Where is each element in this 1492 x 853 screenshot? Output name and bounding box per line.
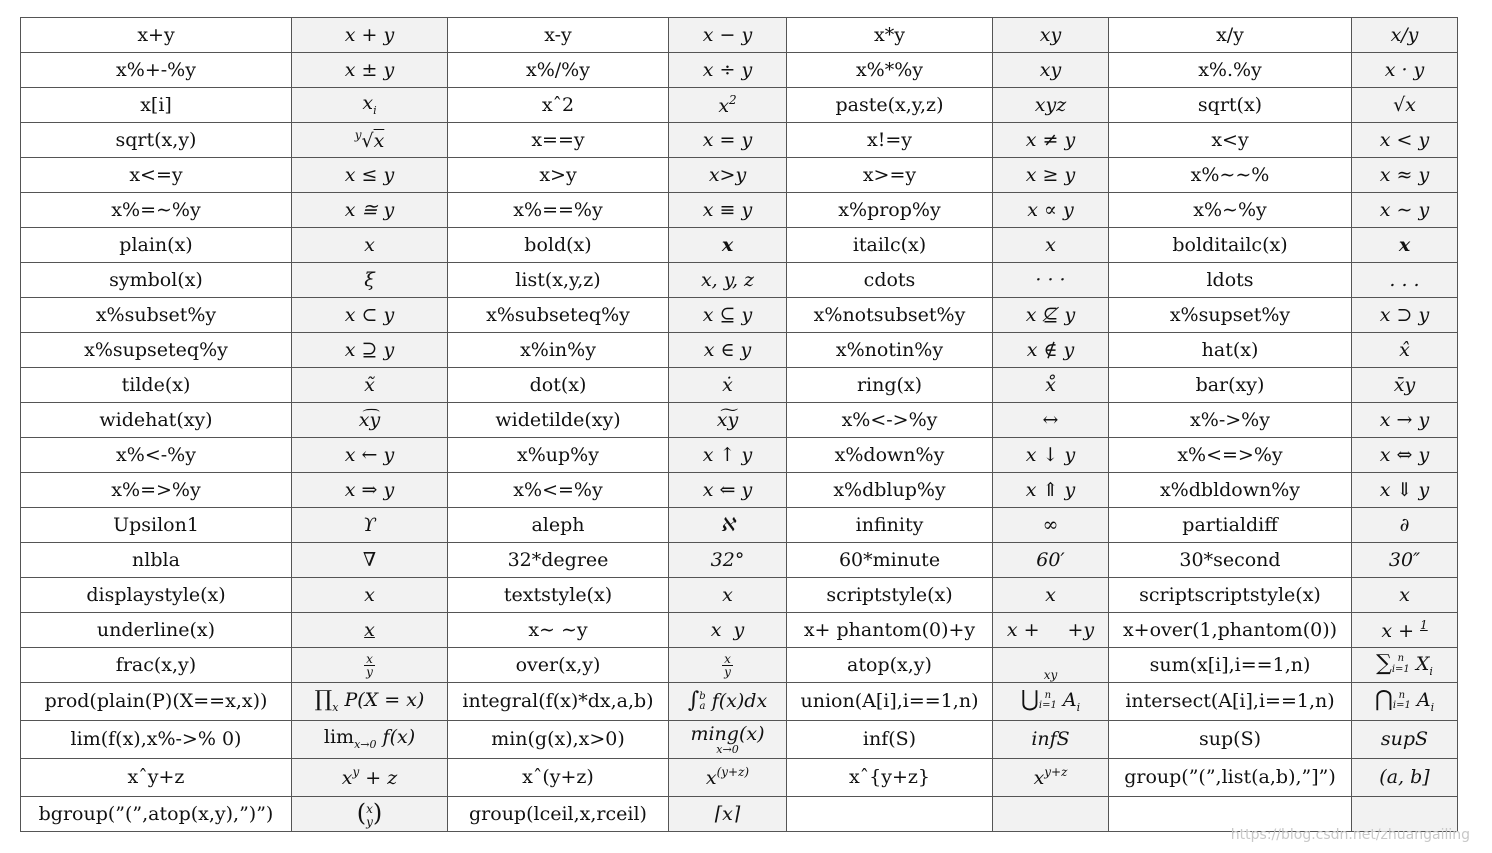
table-row [21,298,1458,333]
expression-cell: 32*degree [448,543,669,578]
subscript: i [1429,664,1433,678]
table-row [21,88,1458,123]
fraction-denominator: y [366,664,373,679]
rendered-cell: x ≤ y [292,158,448,193]
union-lower: i=1 [1038,700,1057,712]
binomial-stack [366,803,373,828]
expression-cell: x<=y [21,158,292,193]
expression-cell [787,797,993,832]
rendered-cell [292,683,448,721]
expression-cell: infinity [787,508,993,543]
rendered-cell: x ⇒ y [292,473,448,508]
rendered-cell [292,721,448,759]
rendered-cell: x [669,228,787,263]
expression-cell: underline(x) [21,613,292,648]
expression-cell: x%=∼%y [21,193,292,228]
integral-upper: b [699,690,706,702]
sum-lower: i=1 [1391,663,1410,675]
underlined-x: x [364,618,375,641]
rendered-cell [292,613,448,648]
rendered-cell: x ⇓ y [1352,473,1458,508]
expression-cell: cdots [787,263,993,298]
expression-cell: ring(x) [787,368,993,403]
union-upper: n [1044,689,1052,701]
expression-cell: x%*%y [787,53,993,88]
expression-cell: x%notin%y [787,333,993,368]
rendered-cell: $x^{y+z}$ [993,759,1109,797]
expression-cell: nlbla [21,543,292,578]
integral-symbol: ∫ [687,688,700,714]
rendered-cell: x + y [292,18,448,53]
expression-cell: symbol(x) [21,263,292,298]
table-row [21,123,1458,158]
expression-cell: tilde(x) [21,368,292,403]
rendered-cell: x y [669,613,787,648]
rendered-cell: supS [1352,721,1458,759]
product-sub: x [332,701,339,715]
expression-cell: x!=y [787,123,993,158]
rendered-cell: $^y$√x [292,123,448,158]
expression-cell: hat(x) [1109,333,1352,368]
expression-cell: sup(S) [1109,721,1352,759]
superscript: y [352,765,360,780]
intersect-limits [1393,691,1411,712]
expression-cell: x%dbldown%y [1109,473,1352,508]
rendered-cell: x ⊇ y [292,333,448,368]
rendered-cell [669,648,787,683]
expression-cell: integral(f(x)*dx,a,b) [448,683,669,721]
expression-cell: prod(plain(P)(X==x,x)) [21,683,292,721]
superscript: 2 [729,92,737,107]
expression-cell: x>=y [787,158,993,193]
rendered-cell: 32° [669,543,787,578]
fraction-denominator: y [724,664,731,679]
rendered-cell: x ∼ y [1352,193,1458,228]
expression-cell: widehat(xy) [21,403,292,438]
rendered-cell: x = y [669,123,787,158]
rendered-cell: (a, b] [1352,759,1458,797]
subscript: i [1430,701,1435,715]
expression-cell: x%<->%y [787,403,993,438]
union-body: A [1062,689,1077,712]
expression-cell: sum(x[i],i==1,n) [1109,648,1352,683]
expression-cell: x%supset%y [1109,298,1352,333]
rendered-cell: x ≥ y [993,158,1109,193]
expression-cell: lim(f(x),x%->% 0) [21,721,292,759]
expression-cell: sqrt(x) [1109,88,1352,123]
product-body: P(X = x) [344,689,425,712]
table-row [21,508,1458,543]
expression-cell: 30*second [1109,543,1352,578]
rendered-cell: x ≠ y [993,123,1109,158]
table-row [21,158,1458,193]
phantom-right: +y [1067,618,1095,641]
expression-cell: bgroup(”(”,atop(x,y),”)”) [21,797,292,832]
sum-symbol: ∑ [1376,650,1392,676]
min-main: ming(x) [690,722,765,745]
rendered-cell: x ÷ y [669,53,787,88]
rendered-cell: ∂ [1352,508,1458,543]
rendered-cell: x [1352,578,1458,613]
expression-cell: x%down%y [787,438,993,473]
rendered-cell: x͠y [669,403,787,438]
rendered-cell: x̊ [993,368,1109,403]
expression-cell: plain(x) [21,228,292,263]
expression-cell: over(x,y) [448,648,669,683]
expression-cell: paste(x,y,z) [787,88,993,123]
rendered-cell: . . . [1352,263,1458,298]
sum-upper: n [1397,653,1405,665]
rendered-cell [669,721,787,759]
over-left: x + [1381,619,1414,642]
rendered-cell: infS [993,721,1109,759]
table-row [21,721,1458,759]
table-row [21,263,1458,298]
expression-cell: x%∼%y [1109,193,1352,228]
table-row [21,683,1458,721]
rendered-cell: ↔ [993,403,1109,438]
rendered-cell: xy [993,53,1109,88]
expression-cell: intersect(A[i],i==1,n) [1109,683,1352,721]
expression-cell: union(A[i],i==1,n) [787,683,993,721]
rendered-cell: x → y [1352,403,1458,438]
rendered-cell: x [993,578,1109,613]
expression-cell: x<y [1109,123,1352,158]
expression-cell: x%<=%y [448,473,669,508]
expression-cell: displaystyle(x) [21,578,292,613]
expression-cell: textstyle(x) [448,578,669,613]
expression-cell: scriptstyle(x) [787,578,993,613]
rendered-cell: ∇ [292,543,448,578]
rendered-cell: x ↓ y [993,438,1109,473]
rendered-cell [993,613,1109,648]
intersect-body: A [1416,689,1431,712]
expression-cell: x*y [787,18,993,53]
superscript: (y+z) [716,765,750,780]
expression-cell: x%subseteq%y [448,298,669,333]
table-row [21,473,1458,508]
rendered-cell [1352,683,1458,721]
binomial-top: x [366,802,373,817]
rendered-cell: $x_i$ [292,88,448,123]
fraction [722,653,733,678]
rendered-cell: · · · [993,263,1109,298]
watermark: https://blog.csdn.net/zhuangailing [1230,827,1470,843]
rendered-cell: x ⊂ y [292,298,448,333]
table-row [21,193,1458,228]
rendered-cell: x͡y [292,403,448,438]
rendered-cell: x̂ [1352,333,1458,368]
expression-cell: group(lceil,x,rceil) [448,797,669,832]
rendered-cell: x [669,578,787,613]
expression-cell: x==y [448,123,669,158]
rendered-cell: x ⊃ y [1352,298,1458,333]
expression-cell: x%up%y [448,438,669,473]
expression-cell: bolditailc(x) [1109,228,1352,263]
intersect-lower: i=1 [1392,700,1411,712]
rendered-cell: x ∉ y [993,333,1109,368]
rendered-cell: $x^y + z$ [292,759,448,797]
atop-content: xy [1043,667,1058,682]
expression-cell: x%supseteq%y [21,333,292,368]
expression-cell: min(g(x),x>0) [448,721,669,759]
rendered-cell: xy [993,18,1109,53]
rendered-cell: 30″ [1352,543,1458,578]
subscript: i [1076,701,1081,715]
expression-cell: x+ phantom(0)+y [787,613,993,648]
expression-cell: x%<-%y [21,438,292,473]
rendered-cell: ξ [292,263,448,298]
sum-limits [1392,654,1410,675]
min-sub: x→0 [716,742,739,756]
expression-cell: x[i] [21,88,292,123]
rendered-cell [993,648,1109,683]
rendered-cell [292,797,448,832]
expression-cell: x%∼∼% [1109,158,1352,193]
expression-cell: x%notsubset%y [787,298,993,333]
rendered-cell: x < y [1352,123,1458,158]
rendered-cell: x, y, z [669,263,787,298]
table-row [21,403,1458,438]
table-row [21,333,1458,368]
rendered-cell: xyz [993,88,1109,123]
rendered-cell: x ⊈ y [993,298,1109,333]
fraction [364,653,375,678]
rendered-cell: x ⇐ y [669,473,787,508]
expression-cell: dot(x) [448,368,669,403]
rendered-cell: x ⇑ y [993,473,1109,508]
symbol-table-container [20,17,1458,832]
phantom-left: x + [1006,618,1040,641]
expression-cell: xˆ(y+z) [448,759,669,797]
table-row [21,759,1458,797]
table-row [21,578,1458,613]
expression-cell: bar(xy) [1109,368,1352,403]
expression-cell: x%/%y [448,53,669,88]
fraction-numerator: x [366,651,373,666]
expression-cell: x%=>%y [21,473,292,508]
table-row [21,368,1458,403]
rendered-cell: ϒ [292,508,448,543]
rendered-cell: x ⇔ y [1352,438,1458,473]
rendered-cell: x ± y [292,53,448,88]
expression-cell: group(”(”,list(a,b),”]”) [1109,759,1352,797]
rendered-cell: x [292,578,448,613]
rendered-cell: ℵ [669,508,787,543]
rendered-cell: ∞ [993,508,1109,543]
rendered-cell: $x^2$ [669,88,787,123]
root-index: y [354,127,362,142]
expression-cell: x%->%y [1109,403,1352,438]
rendered-cell: x − y [669,18,787,53]
intersect-upper: n [1398,689,1406,701]
table-row [21,53,1458,88]
right-paren: ) [372,798,383,827]
expression-cell: frac(x,y) [21,648,292,683]
rendered-cell: x/y [1352,18,1458,53]
rendered-cell: x̄y [1352,368,1458,403]
table-row [21,543,1458,578]
table-row [21,18,1458,53]
expression-cell: bold(x) [448,228,669,263]
rendered-cell: x̃ [292,368,448,403]
rendered-cell: $x^{(y+z)}$ [669,759,787,797]
expression-cell: x%+-%y [21,53,292,88]
rendered-cell [1352,648,1458,683]
expression-cell: x%==%y [448,193,669,228]
expression-cell: x/y [1109,18,1352,53]
expression-cell: xˆ{y+z} [787,759,993,797]
plotmath-symbol-table [20,17,1458,832]
union-limits [1039,691,1057,712]
expression-cell: 60*minute [787,543,993,578]
expression-cell: scriptscriptstyle(x) [1109,578,1352,613]
expression-cell: x-y [448,18,669,53]
intersect-symbol: ⋂ [1374,687,1393,713]
table-row [21,613,1458,648]
expression-cell: x%prop%y [787,193,993,228]
table-row [21,228,1458,263]
expression-cell: x%<=>%y [1109,438,1352,473]
expression-cell: inf(S) [787,721,993,759]
lim-word: lim [323,726,355,749]
expression-cell: x%dblup%y [787,473,993,508]
expression-cell: itailc(x) [787,228,993,263]
rendered-cell [292,648,448,683]
atop-stack [1044,669,1058,682]
rendered-cell: x ← y [292,438,448,473]
binomial-bottom: y [366,814,373,829]
product-symbol: ∏ [314,687,333,713]
subscript: i [373,103,377,117]
expression-cell: aleph [448,508,669,543]
expression-cell: xˆy+z [21,759,292,797]
integral-body: f(x)dx [711,690,768,713]
rendered-cell: 60′ [993,543,1109,578]
rendered-cell: ẋ [669,368,787,403]
rendered-cell [993,797,1109,832]
expression-cell: xˆ2 [448,88,669,123]
rendered-cell [669,683,787,721]
rendered-cell: x ∈ y [669,333,787,368]
union-symbol: ⋃ [1020,687,1039,713]
superscript: y+z [1044,765,1068,780]
expression-cell: x%.%y [1109,53,1352,88]
expression-cell: atop(x,y) [787,648,993,683]
rendered-cell: x ≡ y [669,193,787,228]
rendered-cell: x [993,228,1109,263]
expression-cell: x%in%y [448,333,669,368]
min-stack [690,722,765,756]
expression-cell: x+y [21,18,292,53]
expression-cell: x%subset%y [21,298,292,333]
radicand: x [373,129,385,152]
sum-body: X [1415,652,1430,675]
expression-cell: x+over(1,phantom(0)) [1109,613,1352,648]
rendered-cell: x [292,228,448,263]
lim-sub: x→0 [354,738,377,752]
rendered-cell: x ⊆ y [669,298,787,333]
rendered-cell: x ↑ y [669,438,787,473]
lim-body: f(x) [382,726,416,749]
left-paren: ( [356,798,367,827]
expression-cell: widetilde(xy) [448,403,669,438]
rendered-cell: x [1352,228,1458,263]
rendered-cell: x · y [1352,53,1458,88]
integral-limits [699,692,705,713]
rendered-cell: √x [1352,88,1458,123]
fraction-numerator: x [724,651,731,666]
rendered-cell [1352,613,1458,648]
table-row [21,438,1458,473]
rendered-cell: x ∝ y [993,193,1109,228]
expression-cell: x>y [448,158,669,193]
rendered-cell: x ≅ y [292,193,448,228]
rendered-cell [993,683,1109,721]
expression-cell: x∼ ∼y [448,613,669,648]
expression-cell: partialdiff [1109,508,1352,543]
expression-cell: ldots [1109,263,1352,298]
rendered-cell: x ≈ y [1352,158,1458,193]
table-row [21,648,1458,683]
integral-lower: a [699,701,706,713]
expression-cell: Upsilon1 [21,508,292,543]
rendered-cell: ⌈x⌉ [669,797,787,832]
expression-cell: list(x,y,z) [448,263,669,298]
expression-cell: sqrt(x,y) [21,123,292,158]
rendered-cell: x>y [669,158,787,193]
over-numerator: 1 [1420,617,1428,632]
